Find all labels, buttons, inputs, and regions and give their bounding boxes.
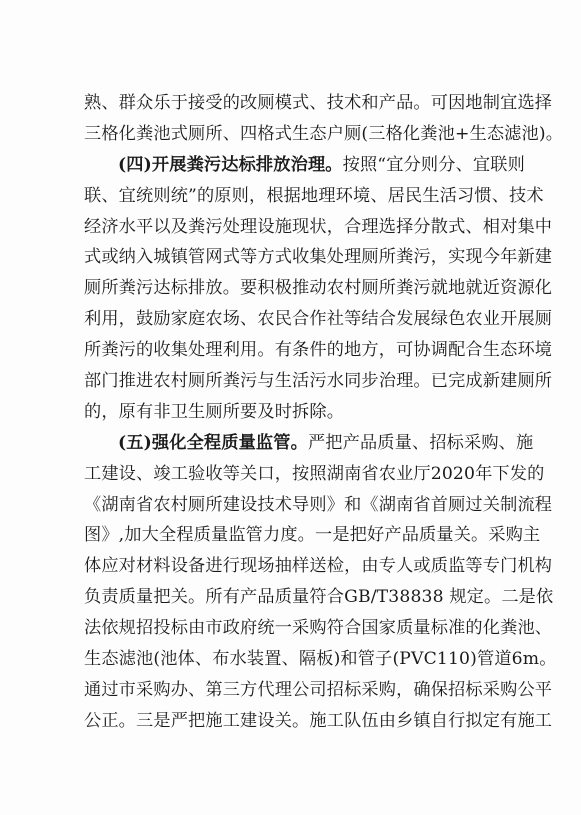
- text-line: 式或纳入城镇管网式等方式收集处理厕所粪污，实现今年新建: [84, 247, 553, 268]
- text-line: 工建设、竣工验收等关口，按照湖南省农业厅2020年下发的: [84, 463, 545, 484]
- text-span: 按照“宜分则分、宜联则: [342, 154, 525, 175]
- text-line: 的，原有非卫生厕所要及时拆除。: [84, 401, 345, 422]
- text-line: 《湖南省农村厕所建设技术导则》和《湖南省首厕过关制流程: [84, 494, 553, 515]
- text-line: 生态滤池(池体、布水装置、隔板)和管子(PVC110)管道6m。: [84, 649, 557, 670]
- section-four-first-line: [84, 150, 525, 181]
- text-line: 利用，鼓励家庭农场、农民合作社等结合发展绿色农业开展厕: [84, 309, 553, 330]
- text-line: 通过市采购办、第三方代理公司招标采购，确保招标采购公平: [84, 679, 553, 700]
- text-line: 熟、群众乐于接受的改厕模式、技术和产品。可因地制宜选择: [84, 93, 553, 113]
- text-span: 严把产品质量、招标采购、施: [307, 432, 534, 453]
- text-line: 厕所粪污达标排放。要积极推动农村厕所粪污就地就近资源化: [84, 278, 553, 299]
- document-body: [84, 88, 564, 737]
- text-line: 部门推进农村厕所粪污与生活污水同步治理。已完成新建厕所: [84, 371, 553, 392]
- text-line: 负责质量把关。所有产品质量符合GB/T38838 规定。二是依: [84, 587, 554, 608]
- section-five-heading: (五)强化全程质量监管。: [118, 432, 308, 453]
- text-line: 三格化粪池式厕所、四格式生态户厕(三格化粪池+生态滤池)。: [84, 123, 564, 144]
- text-line: 法依规招投标由市政府统一采购符合国家质量标准的化粪池、: [84, 618, 553, 639]
- text-line: 所粪污的收集处理利用。有条件的地方，可协调配合生态环境: [84, 340, 553, 361]
- section-four-heading: (四)开展粪污达标排放治理。: [118, 154, 343, 175]
- text-line: 图》,加大全程质量监管力度。一是把好产品质量关。采购主: [84, 525, 541, 546]
- text-line: 体应对材料设备进行现场抽样送检，由专人或质监等专门机构: [84, 556, 553, 577]
- text-line: 经济水平以及粪污处理设施现状，合理选择分散式、相对集中: [84, 216, 553, 237]
- section-five-first-line: [84, 428, 534, 459]
- text-line: 公正。三是严把施工建设关。施工队伍由乡镇自行拟定有施工: [84, 710, 553, 731]
- text-line: 联、宜统则统”的原则，根据地理环境、居民生活习惯、技术: [84, 185, 544, 206]
